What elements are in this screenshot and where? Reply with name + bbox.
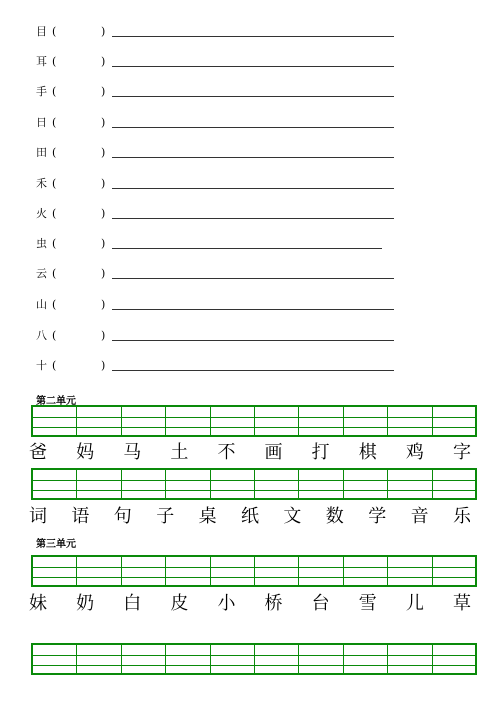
- writing-grid-4[interactable]: [31, 643, 477, 675]
- close-paren: ): [101, 207, 106, 220]
- vocab-char: 乐: [453, 506, 471, 527]
- open-paren: (: [52, 267, 57, 280]
- grid-column-line: [254, 470, 255, 498]
- row-char: 虫: [36, 237, 47, 250]
- grid-column-line: [76, 557, 77, 585]
- open-paren: (: [52, 329, 57, 342]
- vocab-char: 文: [283, 506, 302, 527]
- vocab-char: 马: [123, 442, 142, 463]
- open-paren: (: [52, 177, 57, 190]
- row-char: 火: [36, 207, 47, 220]
- vocab-char: 爸: [29, 442, 47, 463]
- grid-column-line: [76, 645, 77, 673]
- answer-row: [0, 264, 500, 284]
- vocab-char: 棋: [358, 442, 377, 463]
- vocab-char: 雪: [358, 593, 377, 614]
- row-char: 田: [36, 146, 47, 159]
- open-paren: (: [52, 146, 57, 159]
- answer-line[interactable]: [112, 188, 394, 189]
- answer-line[interactable]: [112, 96, 394, 97]
- grid-column-line: [254, 407, 255, 435]
- vocab-char: 数: [325, 506, 344, 527]
- open-paren: (: [52, 85, 57, 98]
- answer-row: [0, 174, 500, 194]
- vocab-char: 草: [453, 593, 471, 614]
- grid-column-line: [165, 645, 166, 673]
- close-paren: ): [101, 237, 106, 250]
- answer-row: [0, 356, 500, 376]
- vocab-char: 不: [217, 442, 236, 463]
- writing-grid-1[interactable]: [31, 405, 477, 437]
- unit3-char-line-1: [30, 591, 480, 617]
- grid-column-line: [432, 645, 433, 673]
- answer-line[interactable]: [112, 66, 394, 67]
- unit3-title: 第三单元: [36, 539, 76, 550]
- vocab-char: 土: [170, 442, 189, 463]
- open-paren: (: [52, 237, 57, 250]
- close-paren: ): [101, 177, 106, 190]
- answer-line[interactable]: [112, 278, 394, 279]
- writing-grid-3[interactable]: [31, 555, 477, 587]
- open-paren: (: [52, 207, 57, 220]
- grid-column-line: [165, 557, 166, 585]
- close-paren: ): [101, 146, 106, 159]
- answer-line[interactable]: [112, 157, 394, 158]
- answer-line[interactable]: [112, 248, 382, 249]
- grid-column-line: [165, 470, 166, 498]
- vocab-char: 妈: [76, 442, 95, 463]
- grid-column-line: [343, 645, 344, 673]
- grid-column-line: [254, 645, 255, 673]
- grid-column-line: [210, 557, 211, 585]
- close-paren: ): [101, 359, 106, 372]
- close-paren: ): [101, 55, 106, 68]
- answer-row: [0, 295, 500, 315]
- grid-column-line: [254, 557, 255, 585]
- vocab-char: 学: [368, 506, 387, 527]
- unit2-char-line-1: [30, 440, 480, 466]
- grid-column-line: [121, 645, 122, 673]
- answer-line[interactable]: [112, 36, 394, 37]
- unit2-char-line-2: [30, 504, 480, 530]
- grid-column-line: [298, 557, 299, 585]
- vocab-char: 奶: [76, 593, 95, 614]
- open-paren: (: [52, 298, 57, 311]
- close-paren: ): [101, 267, 106, 280]
- grid-column-line: [121, 407, 122, 435]
- answer-line[interactable]: [112, 127, 394, 128]
- grid-column-line: [298, 645, 299, 673]
- grid-column-line: [76, 470, 77, 498]
- vocab-char: 词: [29, 506, 47, 527]
- vocab-char: 画: [264, 442, 283, 463]
- vocab-char: 子: [156, 506, 175, 527]
- close-paren: ): [101, 116, 106, 129]
- grid-column-line: [432, 557, 433, 585]
- unit2-title: 第二单元: [36, 396, 76, 407]
- row-char: 八: [36, 329, 47, 342]
- vocab-char: 语: [71, 506, 90, 527]
- vocab-char: 字: [453, 442, 471, 463]
- vocab-char: 台: [311, 593, 330, 614]
- row-char: 耳: [36, 55, 47, 68]
- grid-column-line: [343, 470, 344, 498]
- answer-row: [0, 234, 500, 254]
- grid-column-line: [343, 407, 344, 435]
- answer-row: [0, 204, 500, 224]
- open-paren: (: [52, 25, 57, 38]
- vocab-char: 儿: [405, 593, 424, 614]
- grid-column-line: [387, 470, 388, 498]
- grid-column-line: [387, 645, 388, 673]
- answer-row: [0, 113, 500, 133]
- answer-line[interactable]: [112, 340, 394, 341]
- answer-line[interactable]: [112, 309, 394, 310]
- grid-column-line: [210, 470, 211, 498]
- vocab-char: 句: [113, 506, 132, 527]
- grid-column-line: [121, 557, 122, 585]
- row-char: 目: [36, 25, 47, 38]
- grid-column-line: [343, 557, 344, 585]
- grid-column-line: [210, 407, 211, 435]
- vocab-char: 白: [123, 593, 142, 614]
- row-char: 十: [36, 359, 47, 372]
- row-char: 手: [36, 85, 47, 98]
- grid-column-line: [387, 557, 388, 585]
- row-char: 云: [36, 267, 47, 280]
- grid-column-line: [165, 407, 166, 435]
- vocab-char: 桌: [198, 506, 217, 527]
- close-paren: ): [101, 329, 106, 342]
- grid-column-line: [432, 470, 433, 498]
- answer-row: [0, 82, 500, 102]
- vocab-char: 小: [217, 593, 236, 614]
- grid-column-line: [76, 407, 77, 435]
- open-paren: (: [52, 55, 57, 68]
- writing-grid-2[interactable]: [31, 468, 477, 500]
- vocab-char: 打: [311, 442, 330, 463]
- close-paren: ): [101, 85, 106, 98]
- open-paren: (: [52, 359, 57, 372]
- close-paren: ): [101, 25, 106, 38]
- vocab-char: 皮: [170, 593, 189, 614]
- answer-line[interactable]: [112, 370, 394, 371]
- vocab-char: 纸: [241, 506, 259, 527]
- row-char: 山: [36, 298, 47, 311]
- row-char: 日: [36, 116, 47, 129]
- vocab-char: 桥: [264, 593, 283, 614]
- grid-column-line: [432, 407, 433, 435]
- grid-column-line: [387, 407, 388, 435]
- answer-row: [0, 326, 500, 346]
- close-paren: ): [101, 298, 106, 311]
- grid-column-line: [121, 470, 122, 498]
- answer-row: [0, 52, 500, 72]
- vocab-char: 鸡: [405, 442, 424, 463]
- grid-column-line: [298, 470, 299, 498]
- answer-row: [0, 143, 500, 163]
- answer-row: [0, 22, 500, 42]
- vocab-char: 音: [410, 506, 429, 527]
- row-char: 禾: [36, 177, 47, 190]
- vocab-char: 妹: [29, 593, 47, 614]
- grid-column-line: [210, 645, 211, 673]
- answer-line[interactable]: [112, 218, 394, 219]
- open-paren: (: [52, 116, 57, 129]
- grid-column-line: [298, 407, 299, 435]
